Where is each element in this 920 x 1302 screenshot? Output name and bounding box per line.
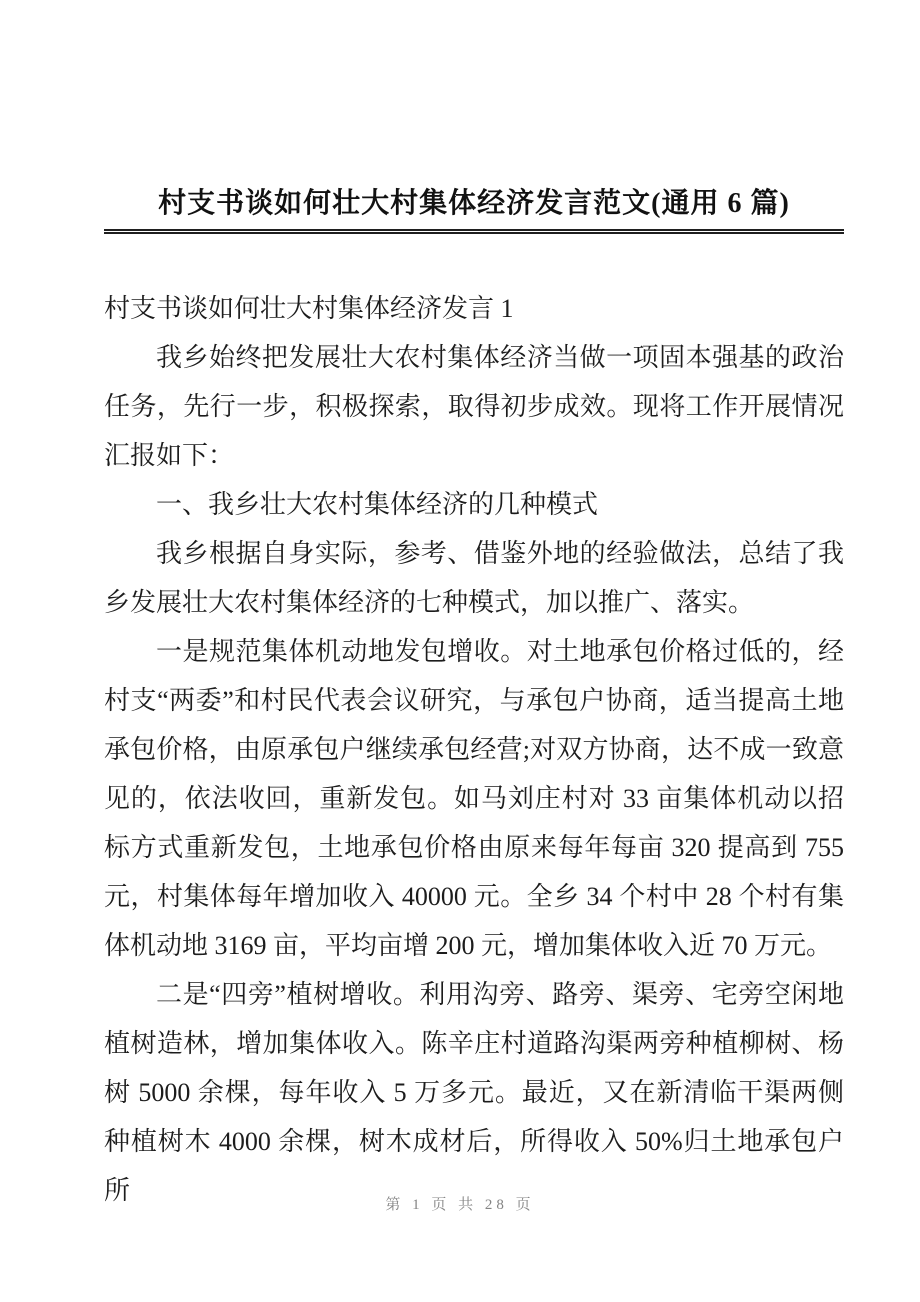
paragraph-heading-one: 一、我乡壮大农村集体经济的几种模式 <box>156 490 599 519</box>
paragraph-model-one: 一是规范集体机动地发包增收。对土地承包价格过低的，经村支“两委”和村民代表会议研究，与承包户协商，适当提高土地承包价格，由原承包户继续承包经营;对双方协商，达不成一致意见的，依法收回，重新发包。如马刘庄村对 33 亩集体机动以招标方式重新发包，土地承包价格由原来每年每亩 320 提高到 755 元，村集体每年增加收入 40000 元。全乡 34 个村中 28 个村有集体机动地 3169 亩，平均亩增 200 元，增加集体收入近 70 万元。 <box>104 637 844 960</box>
document-title: 村支书谈如何壮大村集体经济发言范文(通用 6 篇) <box>158 188 790 219</box>
page-footer-page-number: 第 1 页 共 28 页 <box>385 1197 535 1213</box>
document-body <box>104 284 844 1215</box>
paragraph-intro: 我乡始终把发展壮大农村集体经济当做一项固本强基的政治任务，先行一步，积极探索，取得初步成效。现将工作开展情况汇报如下： <box>104 343 844 470</box>
paragraph-overview: 我乡根据自身实际，参考、借鉴外地的经验做法，总结了我乡发展壮大农村集体经济的七种模式，加以推广、落实。 <box>104 539 844 617</box>
page-container <box>104 0 844 1302</box>
paragraph-model-two: 二是“四旁”植树增收。利用沟旁、路旁、渠旁、宅旁空闲地植树造林，增加集体收入。陈辛庄村道路沟渠两旁种植柳树、杨树 5000 余棵，每年收入 5 万多元。最近，又在新清临干渠两侧种植树木 4000 余棵，树木成材后，所得收入 50%归土地承包户所 <box>104 980 844 1205</box>
paragraph-section-heading: 村支书谈如何壮大村集体经济发言 1 <box>104 294 514 323</box>
title-divider-double-rule <box>104 229 844 234</box>
